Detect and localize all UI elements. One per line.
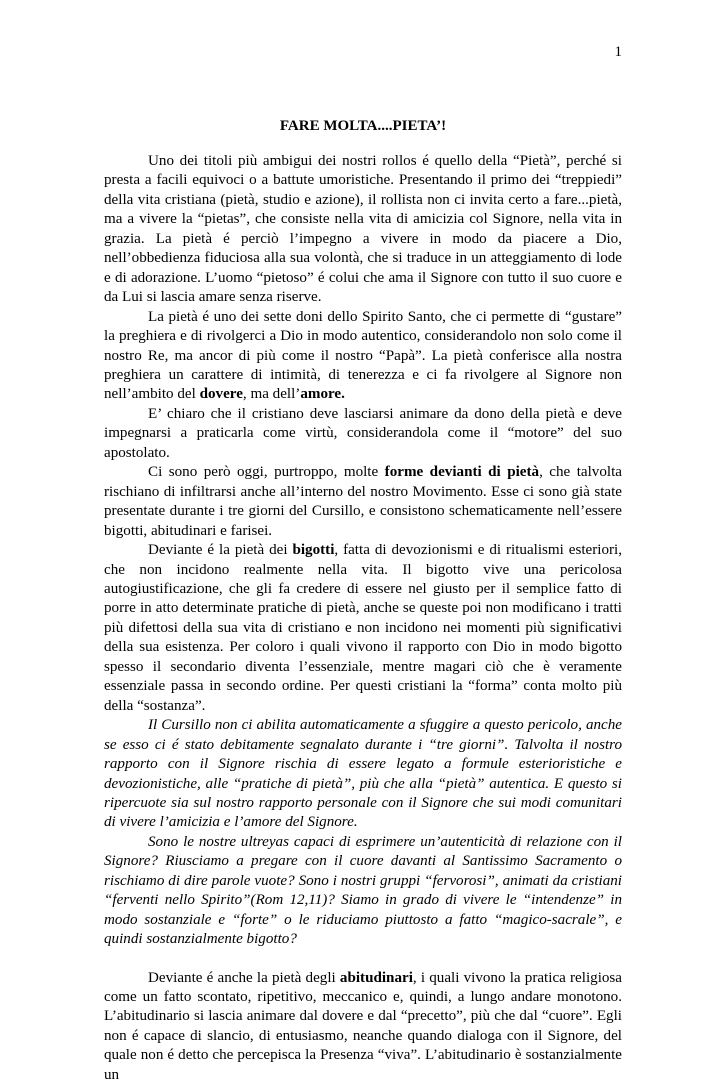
paragraph bbox=[104, 969, 622, 1085]
paragraph bbox=[104, 405, 622, 463]
document-body bbox=[104, 152, 622, 1085]
paragraph-text: La pietà é uno dei sette doni dello Spirito Santo, che ci permette di “gustare” la preghiera e di rivolgerci a Dio in modo autentico, considerandolo non solo come il nostro Re, ma ancor di più come il nostro “Papà”. La pietà conferisce alla nostra preghiera un carattere di intimità, di tenerezza e ci fa rivolgere al Signore non nell’ambito del bbox=[104, 308, 622, 403]
paragraph-text: Uno dei titoli più ambigui dei nostri rollos é quello della “Pietà”, perché si presta a facili equivoci o a battute umoristiche. Presentando il primo dei “treppiedi” della vita cristiana (pietà, studio e azione), il rollista non ci invita certo a fare...pietà, ma a vivere la “pietas”, che consiste nella vita di amicizia col Signore, nella vita in grazia. La pietà é perciò l’impegno a vivere in modo da piacere a Dio, nell’obbedienza fiduciosa alla sua volontà, che si traduce in un atteggiamento di lode e di adorazione. L’uomo “pietoso” é colui che ama il Signore con tutto il suo cuore e da Lui si lascia amare senza riserve. bbox=[104, 153, 622, 306]
emphasis-text: bigotti bbox=[292, 542, 335, 559]
paragraph-text: , che talvolta rischiano di infiltrarsi anche all’interno del nostro Movimento. Esse ci sono già state presentate durante i tre giorni del Cursillo, e consistono schematicamente nell’essere bigotti, abitudinari e farisei. bbox=[104, 464, 622, 539]
paragraph bbox=[104, 308, 622, 405]
paragraph bbox=[104, 541, 622, 716]
paragraph-text: Ci sono però oggi, purtroppo, molte bbox=[148, 464, 385, 481]
paragraph bbox=[104, 152, 622, 308]
paragraph-text: , i quali vivono la pratica religiosa come un fatto scontato, ripetitivo, meccanico e, quindi, a lungo andare monotono. L’abitudinario si lascia animare dal dovere e dal “precetto”, più che dal “cuore”. Egli non é capace di slancio, di entusiasmo, neanche quando dialoga con il Signore, del quale non é detto che percepisca la Presenza “viva”. L’abitudinario è sostanzialmente un bbox=[104, 969, 623, 1083]
paragraph-text: , ma dell’ bbox=[242, 386, 301, 403]
emphasis-text: amore. bbox=[300, 386, 345, 403]
paragraph bbox=[104, 716, 622, 833]
paragraph-text: Sono le nostre ultreyas capaci di esprimere un’autenticità di relazione con il Signore? Riusciamo a pregare con il cuore davanti al Santissimo Sacramento o rischiamo di dire parole vuote? Sono i nostri gruppi “fervorosi”, animati da cristiani “ferventi nello Spirito”(Rom 12,11)? Siamo in grado di vivere le “intendenze” in modo sostanziale e “forte” o le riduciamo piuttosto a fatto “magico-sacrale”, e quindi sostanzialmente bigotto? bbox=[104, 833, 622, 948]
paragraph-text: Deviante é anche la pietà degli bbox=[148, 969, 340, 986]
document-title: FARE MOLTA....PIETA’! bbox=[279, 118, 447, 134]
paragraph-text: Il Cursillo non ci abilita automaticamente a sfuggire a questo pericolo, anche se esso ci é stato debitamente segnalato durante i “tre giorni”. Talvolta il nostro rapporto con il Signore rischia di essere legato a formule esterioristiche e devozionistiche, alle “pratiche di pietà”, più che alla “pietà” autentica. E questo si ripercuote sia sul nostro rapporto personale con il Signore che sui modi comunitari di vivere l’amicizia e l’amore del Signore. bbox=[104, 717, 622, 831]
paragraph bbox=[104, 463, 622, 541]
paragraph-text: , fatta di devozionismi e di ritualismi esteriori, che non incidono realmente nella vita. Il bigotto vive una pericolosa autogiustificazione, che gli fa credere di essere nel giusto per il semplice fatto di porre in atto determinate pratiche di pietà, anche se queste poi non modificano i tratti più difettosi della sua vita di cristiano e non incidono nei momenti più significativi della sua esistenza. Per coloro i quali vivono il rapporto con Dio in modo bigotto spesso il secondario diventa l’essenziale, mentre magari ciò che è veramente essenziale passa in secondo ordine. Per questi cristiani la “forma” conta molto più della “sostanza”. bbox=[104, 542, 622, 714]
paragraph bbox=[104, 833, 622, 950]
page-number: 1 bbox=[614, 44, 622, 60]
paragraph-text: E’ chiaro che il cristiano deve lasciarsi animare da dono della pietà e deve impegnarsi a praticarla come virtù, considerandola come il “motore” del suo apostolato. bbox=[104, 405, 622, 461]
emphasis-text: dovere bbox=[199, 386, 243, 403]
emphasis-text: forme devianti di pietà bbox=[384, 464, 540, 481]
paragraph-text: Deviante é la pietà dei bbox=[148, 542, 293, 559]
emphasis-text: abitudinari bbox=[339, 969, 413, 986]
